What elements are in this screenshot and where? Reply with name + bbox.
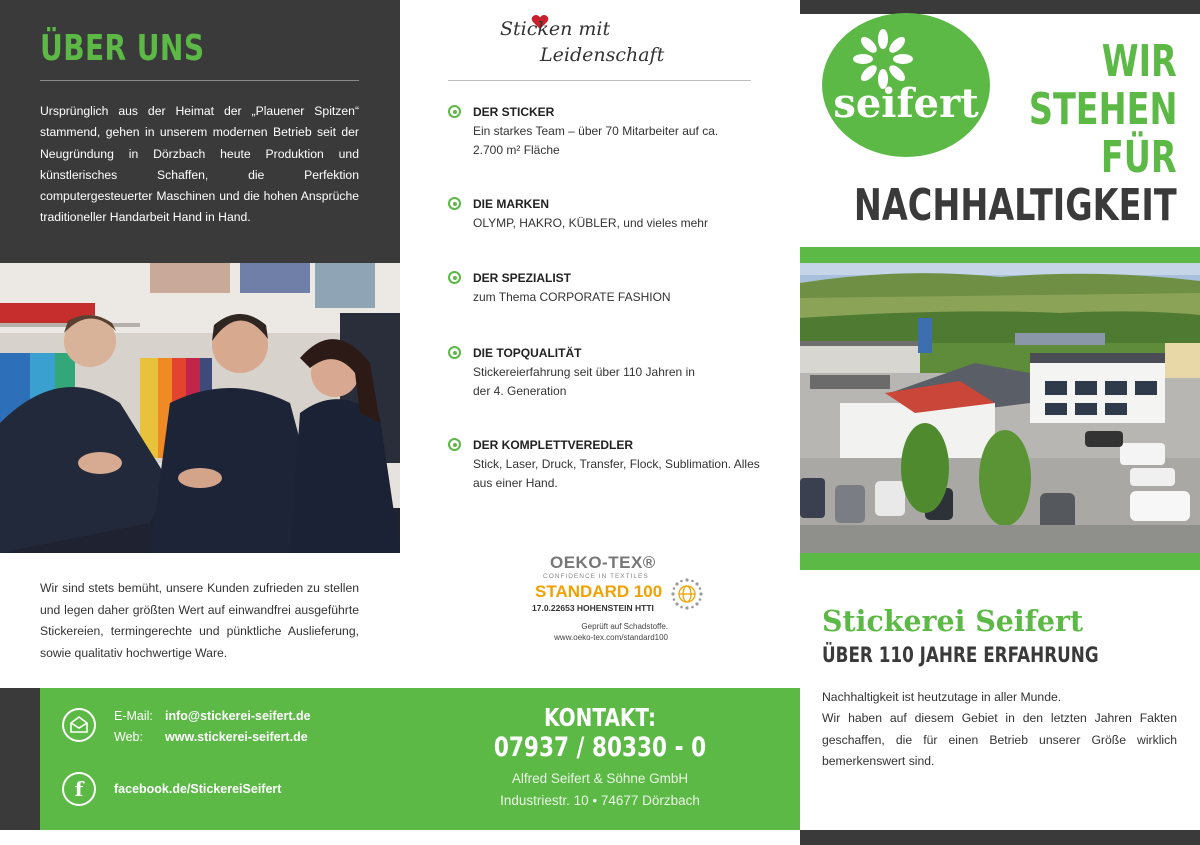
hero-word-nachhaltigkeit: NACHHALTIGKEIT xyxy=(854,180,1177,231)
dark-strip xyxy=(800,0,1200,14)
hero-word-fuer: FÜR xyxy=(1101,132,1177,183)
mail-icon xyxy=(62,708,96,742)
oekotex-standard: STANDARD 100 xyxy=(535,582,663,601)
company-address: Industriestr. 10 • 74677 Dörzbach xyxy=(500,793,700,808)
feature-desc: Stick, Laser, Druck, Transfer, Flock, Sublimation. Alles aus einer Hand. xyxy=(473,457,760,490)
hero-word-wir: WIR xyxy=(1101,36,1177,87)
email-link[interactable]: info@stickerei-seifert.de xyxy=(165,709,311,723)
slogan xyxy=(500,14,710,82)
bullet-target-icon xyxy=(448,438,461,451)
feature-item xyxy=(448,345,778,400)
oekotex-check-text: Geprüft auf Schadstoffe. xyxy=(581,622,668,631)
feature-desc: Ein starkes Team – über 70 Mitarbeiter auf ca. 2.700 m² Fläche xyxy=(473,124,719,157)
feature-item xyxy=(448,270,778,307)
oekotex-url[interactable]: www.oeko-tex.com/standard100 xyxy=(554,633,668,642)
company-title: Stickerei Seifert xyxy=(822,604,1084,638)
green-band xyxy=(800,553,1200,570)
facebook-icon[interactable]: f xyxy=(62,772,96,806)
web-label: Web: xyxy=(114,730,143,744)
about-title: ÜBER UNS xyxy=(40,28,205,69)
about-text: Ursprünglich aus der Heimat der „Plauener Spitzen“ stammend, gehen in unserem modernen Betrieb seit der Neugründung in Dörzbach heute Produktion und künstlerisches Schaffen, die Perfektion computergesteuerter Maschinen und die hohen Ansprüche traditioneller Handarbeit Hand in Hand. xyxy=(40,104,359,225)
oekotex-title: OEKO-TEX® xyxy=(550,553,656,572)
oekotex-code: 17.0.22653 HOHENSTEIN HTTI xyxy=(532,603,654,613)
email-label: E-Mail: xyxy=(114,709,153,723)
experience-title: ÜBER 110 JAHRE ERFAHRUNG xyxy=(822,643,1099,667)
slogan-divider xyxy=(448,80,751,81)
logo-wordmark: seifert xyxy=(833,80,979,127)
feature-desc: OLYMP, HAKRO, KÜBLER, und vieles mehr xyxy=(473,216,708,230)
hero-word-stehen: STEHEN xyxy=(1028,84,1177,135)
phone-number[interactable]: 07937 / 80330 - 0 xyxy=(493,732,707,763)
about-divider xyxy=(40,80,359,81)
building-photo xyxy=(800,263,1200,555)
dark-strip xyxy=(800,830,1200,845)
bullet-target-icon xyxy=(448,105,461,118)
feature-title: DIE TOPQUALITÄT xyxy=(473,346,582,360)
oekotex-badge xyxy=(530,553,710,648)
web-row xyxy=(114,730,308,744)
bullet-target-icon xyxy=(448,271,461,284)
team-photo xyxy=(0,263,400,553)
oekotex-subtitle: CONFIDENCE IN TEXTILES xyxy=(543,573,649,580)
dark-strip xyxy=(0,688,40,830)
sustainability-text-1: Nachhaltigkeit ist heutzutage in aller Munde. xyxy=(822,690,1062,704)
slogan-line-1: Sticken mit xyxy=(500,18,611,40)
bullet-target-icon xyxy=(448,346,461,359)
feature-item xyxy=(448,196,778,233)
feature-desc: Stickereierfahrung seit über 110 Jahren in der 4. Generation xyxy=(473,365,695,398)
contact-title: KONTAKT: xyxy=(544,703,656,732)
web-link[interactable]: www.stickerei-seifert.de xyxy=(165,730,308,744)
feature-desc: zum Thema CORPORATE FASHION xyxy=(473,290,671,304)
email-row xyxy=(114,709,311,723)
feature-title: DER KOMPLETTVEREDLER xyxy=(473,438,634,452)
slogan-line-2: Leidenschaft xyxy=(540,44,665,66)
feature-title: DER SPEZIALIST xyxy=(473,271,572,285)
feature-title: DIE MARKEN xyxy=(473,197,550,211)
feature-item xyxy=(448,104,778,159)
green-band xyxy=(800,247,1200,263)
sustainability-text-2: Wir haben auf diesem Gebiet in den letzten Jahren Fakten geschaffen, die für einen Betrieb unserer Größe wirklich bemerkenswert sind. xyxy=(822,711,1177,768)
seifert-logo xyxy=(821,13,991,158)
quality-text: Wir sind stets bemüht, unsere Kunden zufrieden zu stellen und legen daher größten Wert auf einwandfrei ausgeführte Stickereien, termingerechte und pünktliche Auslieferung, sowie qualitativ hochwertige Ware. xyxy=(40,581,359,660)
globe-icon xyxy=(670,577,704,611)
facebook-link[interactable]: facebook.de/StickereiSeifert xyxy=(114,782,282,796)
bullet-target-icon xyxy=(448,197,461,210)
feature-title: DER STICKER xyxy=(473,105,555,119)
about-panel xyxy=(0,0,400,263)
feature-item xyxy=(448,437,778,492)
company-name: Alfred Seifert & Söhne GmbH xyxy=(511,771,689,786)
